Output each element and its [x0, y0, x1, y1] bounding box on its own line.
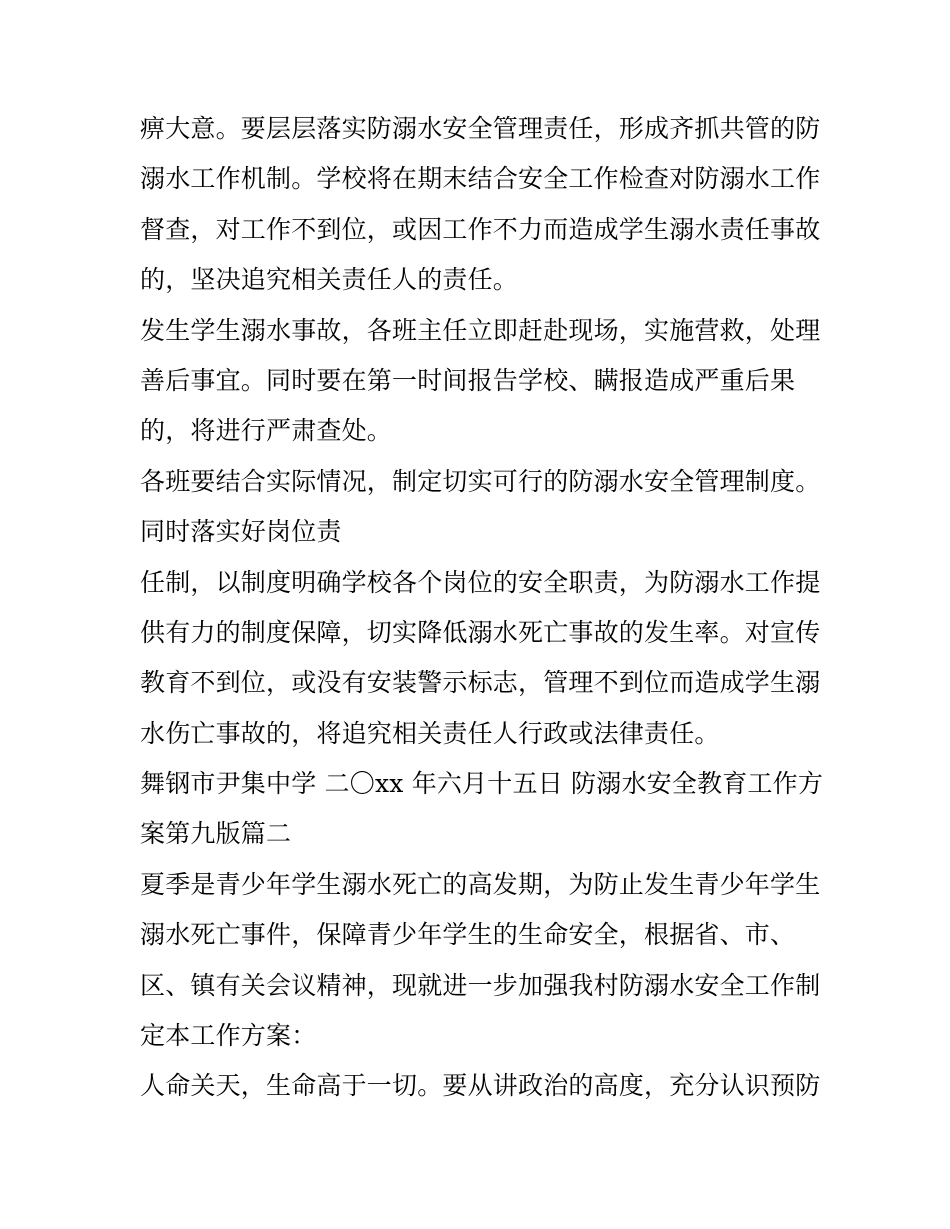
text-line-3: 督查，对工作不到位，或因工作不力而造成学生溺水责任事故 [140, 214, 821, 244]
text-line-14: 舞钢市尹集中学 二〇xx 年六月十五日 防溺水安全教育工作方 [140, 769, 824, 799]
document-body [140, 104, 824, 1112]
text-line-7: 的，将进行严肃查处。 [140, 416, 393, 446]
text-line-17: 溺水死亡事件，保障青少年学生的生命安全，根据省、市、 [140, 920, 796, 950]
text-line-20: 人命关天，生命高于一切。要从讲政治的高度，充分认识预防 [140, 1071, 821, 1101]
text-line-10: 任制，以制度明确学校各个岗位的安全职责，为防溺水工作提 [140, 567, 821, 597]
text-line-4: 的，坚决追究相关责任人的责任。 [140, 265, 519, 295]
text-line-8: 各班要结合实际情况，制定切实可行的防溺水安全管理制度。 [140, 466, 821, 496]
text-line-5: 发生学生溺水事故，各班主任立即赶赴现场，实施营救，处理 [140, 315, 821, 345]
text-line-6: 善后事宜。同时要在第一时间报告学校、瞒报造成严重后果 [140, 365, 796, 395]
text-line-12: 教育不到位，或没有安装警示标志，管理不到位而造成学生溺 [140, 668, 821, 698]
text-line-16: 夏季是青少年学生溺水死亡的高发期，为防止发生青少年学生 [140, 869, 821, 899]
text-line-18: 区、镇有关会议精神，现就进一步加强我村防溺水安全工作制 [140, 970, 821, 1000]
text-line-1: 痹大意。要层层落实防溺水安全管理责任，形成齐抓共管的防 [140, 114, 821, 143]
text-line-15: 案第九版篇二 [140, 819, 292, 849]
text-line-11: 供有力的制度保障，切实降低溺水死亡事故的发生率。对宣传 [140, 617, 821, 647]
text-line-2: 溺水工作机制。学校将在期末结合安全工作检查对防溺水工作 [140, 164, 821, 194]
text-line-13: 水伤亡事故的，将追究相关责任人行政或法律责任。 [140, 718, 720, 748]
text-line-9: 同时落实好岗位责 [140, 517, 342, 547]
text-line-19: 定本工作方案： [140, 1021, 317, 1051]
